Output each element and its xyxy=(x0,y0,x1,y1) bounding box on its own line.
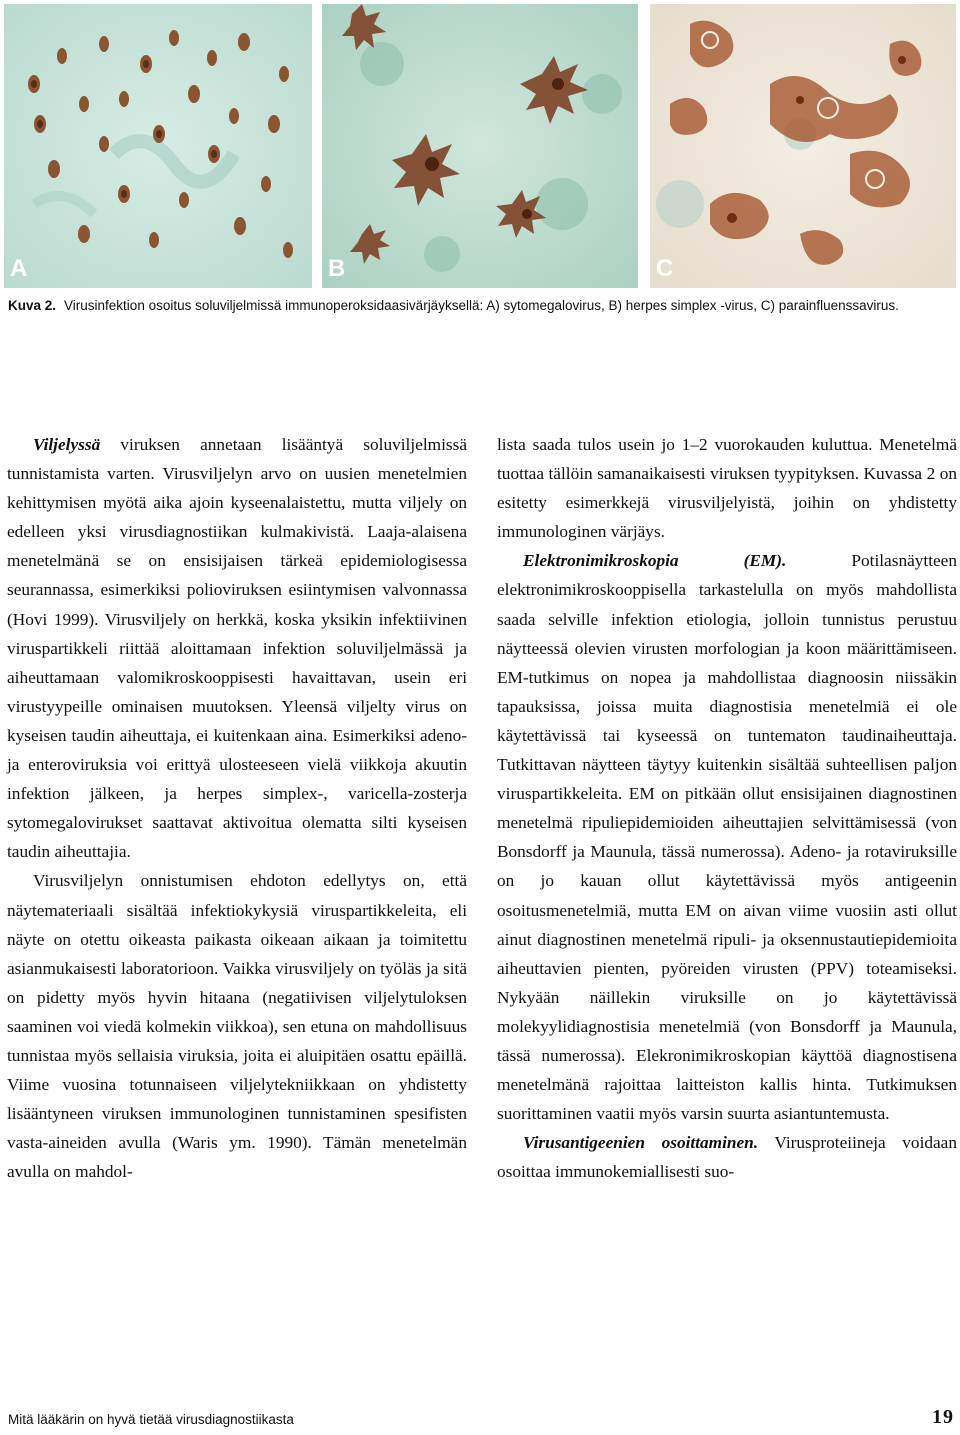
figure-caption xyxy=(8,295,956,316)
paragraph-text: viruksen annetaan lisääntyä soluviljelmissä tunnistamista varten. Virusviljelyn arvo on uusien menetelmien kehittymisen myötä aika ajoin kyseenalaistettu, mutta viljely on edelleen yksi virusdiagnostiikan kulmakivistä. Laaja-alaisena menetelmänä se on ensisijaisen tärkeä epidemiologisessa seurannassa, esimerkiksi polioviruksen esiintymisen valvonnassa (Hovi 1999). Virusviljely on herkkä, koska yksikin infektiivinen viruspartikkeli riittää aloittamaan infektion soluviljelmässä ja aiheuttamaan valomikroskooppisesti havaittavan, usein eri virustyypeille ominaisen muutoksen. Yleensä viljelty virus on kyseisen taudin aiheuttaja, ei kuitenkaan aina. Esimerkiksi adeno- ja enteroviruksia voi erittyä ulosteeseen vielä viikkoja akuutin infektion jälkeen, ja herpes simplex-, varicella-zosterja sytomegalovirukset saattavat aktivoitua olematta silti kyseisen taudin aiheuttajia. xyxy=(7,435,467,862)
panel-label-c: C xyxy=(656,255,674,282)
paragraph-text: Virusviljelyn onnistumisen ehdoton edellytys on, että näytemateriaali sisältää infektiokykysiä viruspartikkeleita, eli näyte on otettu oikeasta paikasta oikeaan aikaan ja toimitettu asianmukaisesti laboratorioon. Vaikka virusviljely on työläs ja sitä on pidetty myös hyvin hitaana (negatiivisen viljelytuloksen saaminen voi viedä kolmekin viikkoa), sen etuna on mahdollisuus tunnistaa myös sellaisia viruksia, joita ei aluipitäen osattu epäillä. Viime vuosina totunnaiseen viljelytekniikkaan on yhdistetty lisääntyneen viruksen immunologinen tunnistaminen spesifisten vasta-aineiden avulla (Waris ym. 1990). Tämän menetelmän avulla on mahdol- xyxy=(7,871,467,1182)
paragraph xyxy=(497,546,957,1128)
paragraph-lead-heading: Viljelyssä xyxy=(33,435,101,454)
caption-text: Virusinfektion osoitus soluviljelmissä immunoperoksidaasivärjäyksellä: A) sytomegalovirus, B) herpes simplex -virus, C) parainfluenssavirus. xyxy=(64,298,899,313)
caption-label: Kuva 2. xyxy=(8,298,57,313)
paragraph xyxy=(7,866,467,1186)
left-text-column xyxy=(7,430,467,1186)
panel-label-b: B xyxy=(328,255,346,282)
micrograph-c-image xyxy=(650,4,956,288)
paragraph-lead-heading: Elektronimikroskopia (EM). xyxy=(523,551,787,571)
paragraph-text: Virusproteiineja voidaan osoittaa immunokemiallisesti suo- xyxy=(497,1133,957,1182)
paragraph-text: lista saada tulos usein jo 1–2 vuorokauden kuluttua. Menetelmä tuottaa tällöin samanaikaisesti viruksen tyypityksen. Kuvassa 2 on esitetty esimerkkejä virusviljelyistä, joihin on yhdistetty immunologinen värjäys. xyxy=(497,435,957,542)
paragraph-lead-heading: Virusantigeenien osoittaminen. xyxy=(523,1133,759,1153)
micrograph-panel-b xyxy=(322,4,638,288)
micrograph-b-image xyxy=(322,4,638,288)
panel-label-a: A xyxy=(10,255,28,282)
paragraph xyxy=(497,1128,957,1186)
micrograph-panel-a xyxy=(4,4,312,288)
paragraph xyxy=(497,430,957,546)
running-title: Mitä lääkärin on hyvä tietää virusdiagnostiikasta xyxy=(8,1412,294,1427)
micrograph-panel-c xyxy=(650,4,956,288)
paragraph-text: Potilasnäytteen elektronimikroskooppisella tarkastelulla on myös mahdollista saada selville infektion etiologia, jolloin tunnistus perustuu näytteessä olevien virusten morfologian ja koon määrittämiseen. EM-tutkimus on nopea ja mahdollistaa diagnoosin niissäkin tapauksissa, joissa muita diagnostisia menetelmiä ei ole käytettävissä tai kyseessä on tuntematon taudinaiheuttaja. Tutkittavan näytteen täytyy kuitenkin sisältää suhteellisen paljon viruspartikkeleita. EM on pitkään ollut ensisijainen diagnostinen menetelmä ripuliepidemioiden aiheuttajien selvittämisessä (von Bonsdorff ja Maunula, tässä numerossa). Adeno- ja rotaviruksille on jo kauan ollut käytettävissä myös antigeenin osoitusmenetelmiä, mutta EM on aivan viime vuosiin asti ollut ainut diagnostinen menetelmä ripuli- ja oksennustautiepidemioita aiheuttavien pienten, pyöreiden virusten (PPV) toteamiseksi. Nykyään näillekin viruksille on jo käytettävissä molekyylidiagnostisia menetelmiä (von Bonsdorff ja Maunula, tässä numerossa). Elekronimikroskopian käyttöä diagnostisena menetelmänä rajoittaa laitteiston kallis hinta. Tutkimuksen suorittaminen vaatii myös varsin suurta asiantuntemusta. xyxy=(497,551,957,1124)
right-text-column xyxy=(497,430,957,1186)
page-number: 19 xyxy=(932,1406,954,1428)
micrograph-a-image xyxy=(4,4,312,288)
paragraph xyxy=(7,430,467,866)
